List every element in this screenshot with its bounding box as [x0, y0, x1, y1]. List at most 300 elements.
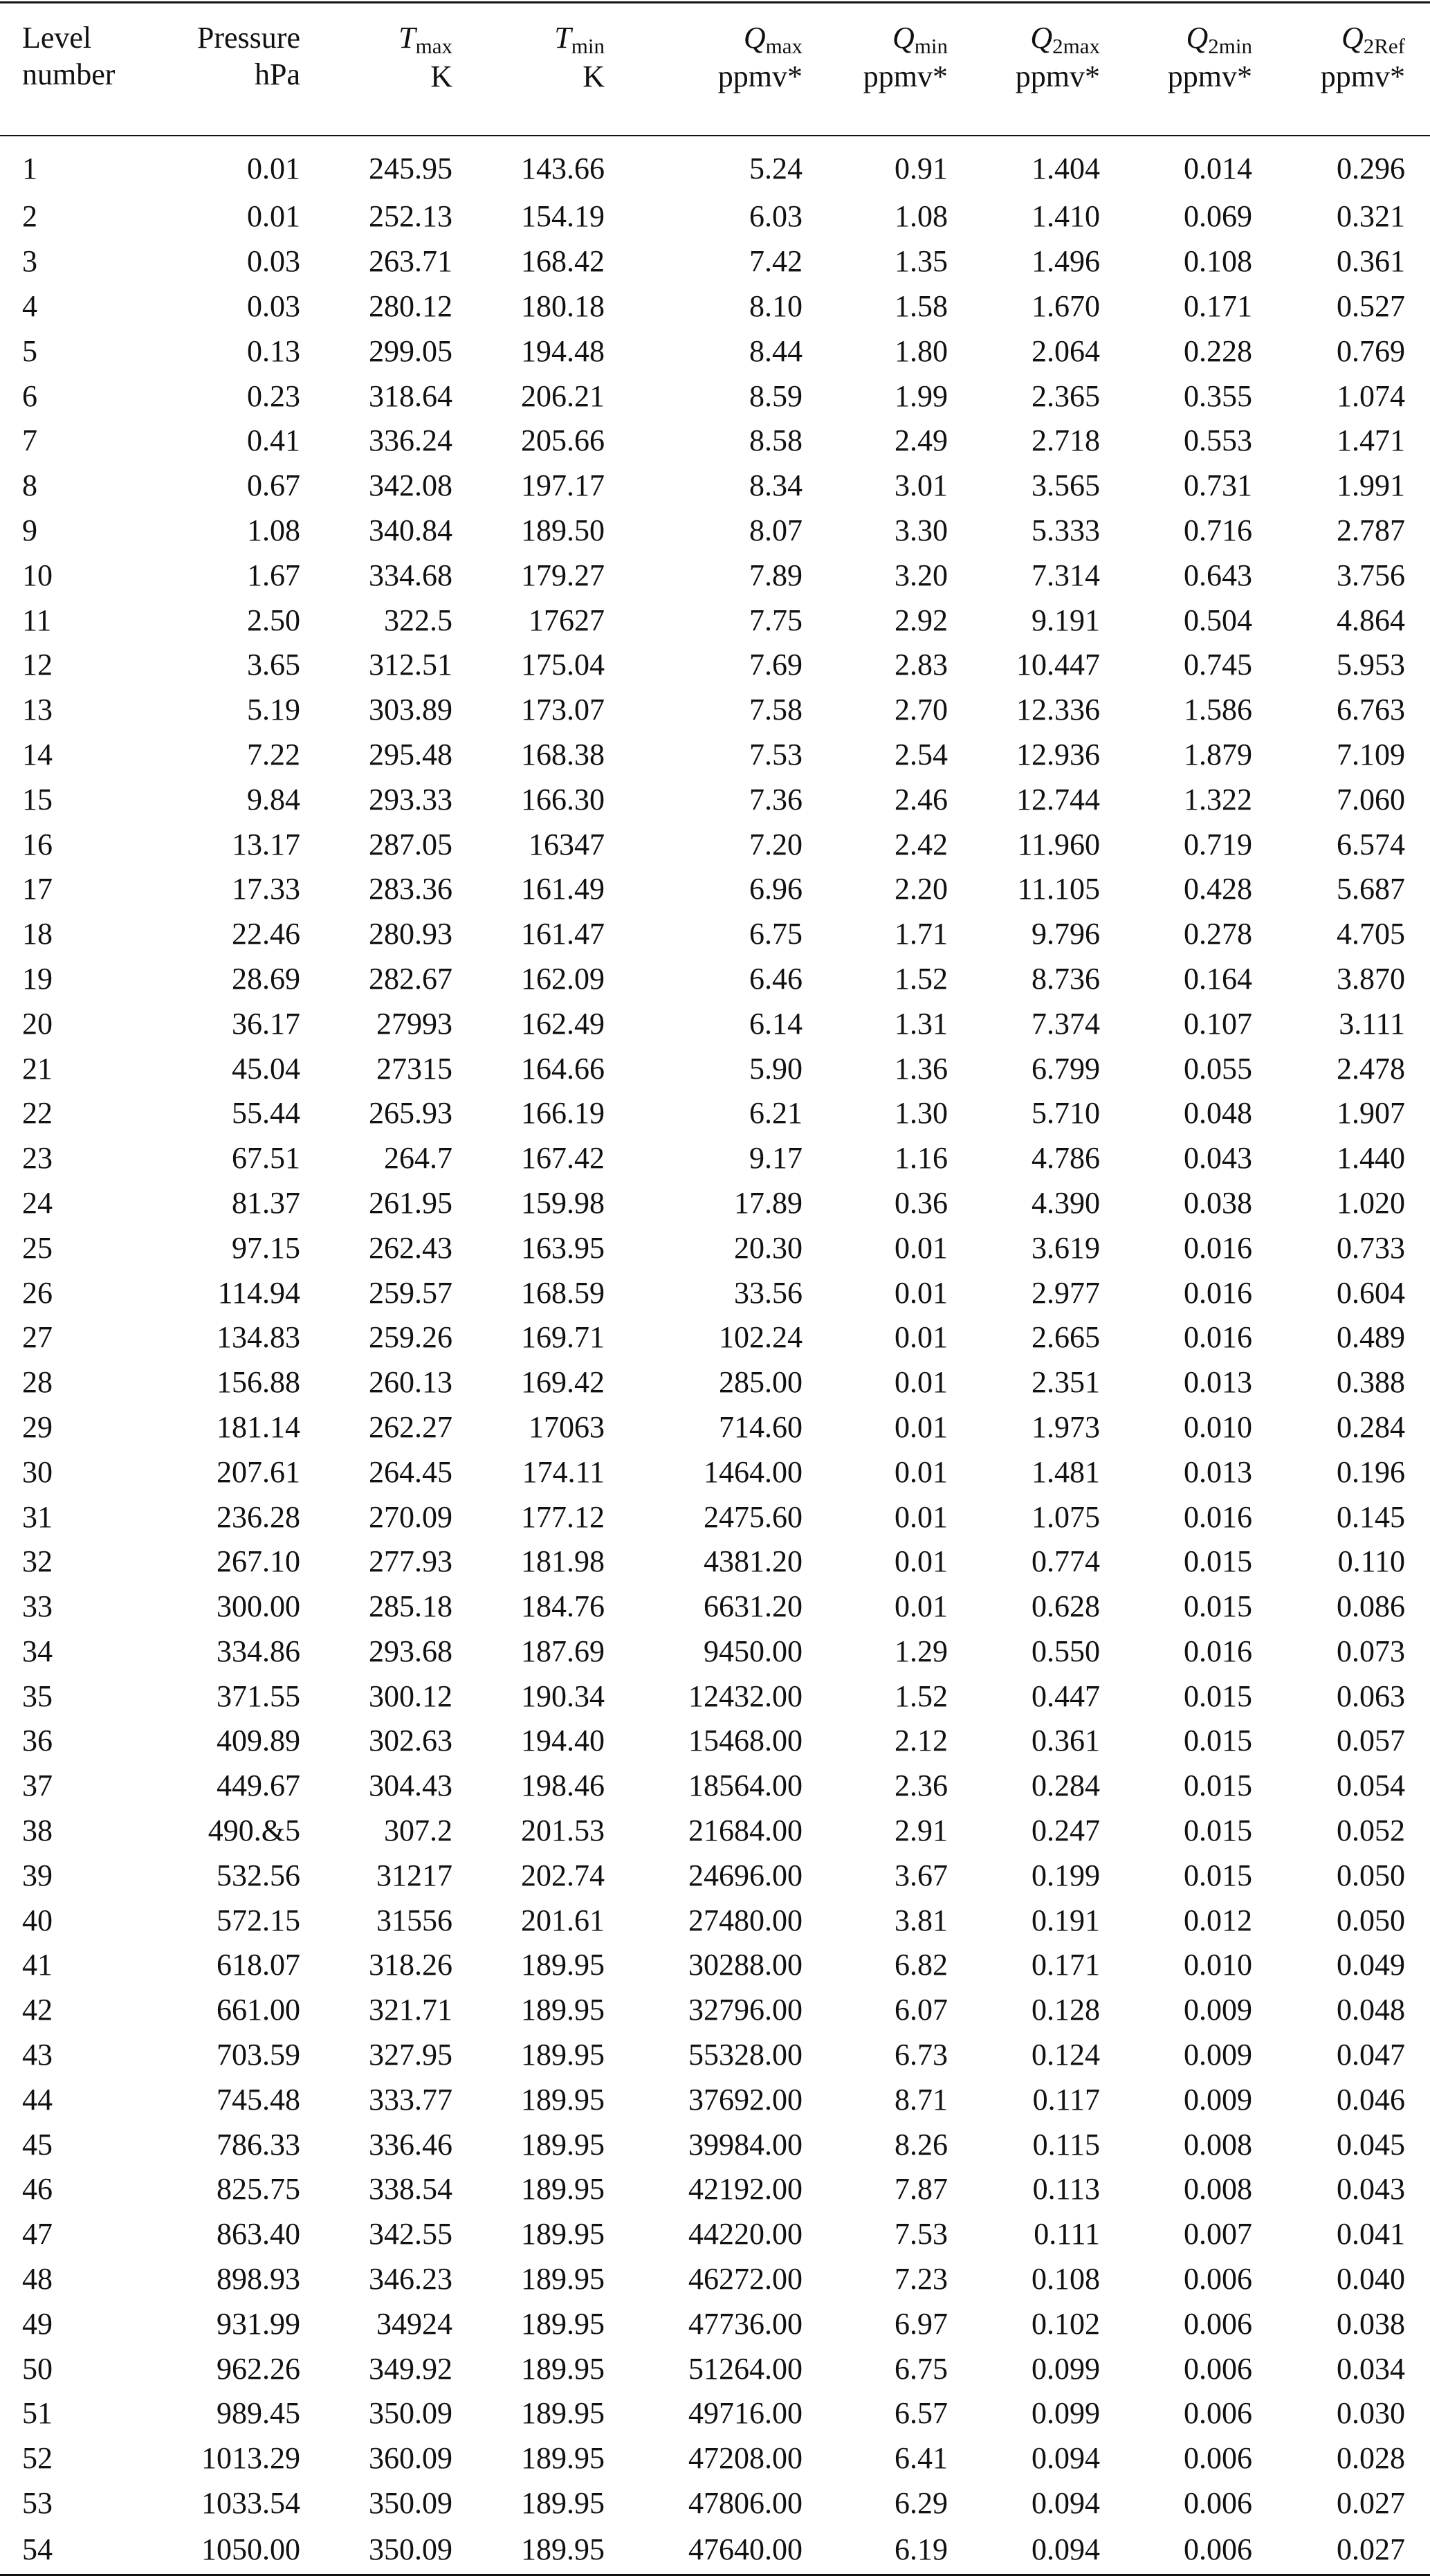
- cell-level: 26: [22, 1275, 53, 1310]
- cell-level: 21: [22, 1051, 53, 1086]
- cell-qmax: 6.14: [749, 1006, 803, 1041]
- cell-q2min: 0.048: [1184, 1096, 1252, 1131]
- cell-tmin: 169.42: [521, 1365, 605, 1400]
- cell-q2max: 0.247: [1032, 1814, 1100, 1848]
- cell-level: 18: [22, 917, 53, 951]
- cell-tmin: 169.71: [521, 1320, 605, 1355]
- header-pressure-unit: hPa: [255, 57, 300, 91]
- cell-qmax: 47208.00: [688, 2441, 803, 2476]
- cell-tmin: 164.66: [521, 1051, 605, 1086]
- cell-qmin: 3.01: [895, 468, 948, 503]
- cell-q2ref: 0.769: [1337, 334, 1405, 368]
- cell-tmax: 350.09: [369, 2396, 452, 2431]
- table-row: [0, 419, 1430, 464]
- cell-pressure: 267.10: [217, 1544, 300, 1579]
- cell-qmax: 8.59: [749, 378, 803, 413]
- table-row: [0, 777, 1430, 822]
- table-row: [0, 2301, 1430, 2346]
- cell-tmax: 338.54: [369, 2172, 452, 2207]
- cell-tmin: 166.19: [521, 1096, 605, 1131]
- cell-level: 48: [22, 2262, 53, 2296]
- cell-pressure: 898.93: [217, 2262, 300, 2296]
- cell-tmax: 350.09: [325, 2525, 477, 2575]
- cell-q2max: 2.351: [1032, 1365, 1100, 1400]
- cell-pressure: 618.07: [217, 1948, 300, 1982]
- cell-pressure: 0.01: [247, 152, 300, 185]
- cell-qmax: 6631.20: [704, 1589, 803, 1624]
- header-q2min-symbol: Q: [1186, 21, 1209, 55]
- cell-tmin: 206.21: [521, 378, 605, 413]
- table-row: [0, 1629, 1430, 1674]
- cell-tmax: 263.71: [369, 244, 452, 279]
- cell-q2max: 0.284: [1032, 1769, 1100, 1803]
- cell-qmax: 30288.00: [688, 1948, 803, 1982]
- cell-tmax: 252.13: [369, 199, 452, 234]
- cell-qmin: 1.35: [895, 244, 948, 279]
- cell-qmin: 1.58: [895, 289, 948, 323]
- cell-qmax: 42192.00: [688, 2172, 803, 2207]
- cell-q2min: 0.007: [1184, 2217, 1252, 2251]
- cell-qmin: 2.70: [895, 693, 948, 727]
- cell-pressure: 334.86: [217, 1634, 300, 1668]
- header-qmax-subscript: max: [765, 34, 803, 58]
- cell-pressure: 97.15: [232, 1230, 300, 1265]
- cell-qmax: 4381.20: [704, 1544, 803, 1579]
- cell-q2max: 0.094: [973, 2525, 1125, 2575]
- cell-q2max: 0.124: [1032, 2038, 1100, 2072]
- header-q2ref-subscript: 2Ref: [1363, 34, 1405, 58]
- cell-qmin: 1.80: [895, 334, 948, 368]
- cell-tmin: 180.18: [521, 289, 605, 323]
- cell-level: 17: [22, 872, 53, 906]
- cell-q2ref: 0.489: [1337, 1320, 1405, 1355]
- cell-pressure: 5.19: [247, 693, 300, 727]
- cell-tmin: 179.27: [521, 558, 605, 592]
- cell-qmax: 51264.00: [688, 2351, 803, 2386]
- cell-qmin: 0.01: [895, 1320, 948, 1355]
- header-q2min-subscript: 2min: [1208, 34, 1252, 58]
- cell-qmax: 1464.00: [704, 1454, 803, 1489]
- cell-tmin: 184.76: [521, 1589, 605, 1624]
- cell-pressure: 114.94: [217, 1275, 300, 1310]
- cell-q2max: 0.113: [1032, 2172, 1100, 2207]
- cell-q2min: 0.745: [1184, 648, 1252, 682]
- cell-qmax: 5.90: [749, 1051, 803, 1086]
- cell-q2min: 0.016: [1184, 1275, 1252, 1310]
- cell-tmin: 189.95: [521, 2351, 605, 2386]
- cell-qmin: 0.01: [895, 1589, 948, 1624]
- cell-q2min: 0.006: [1125, 2525, 1277, 2575]
- cell-q2ref: 0.050: [1337, 1903, 1405, 1937]
- header-tmin: [477, 3, 630, 136]
- cell-q2min: 0.055: [1184, 1051, 1252, 1086]
- cell-level: 41: [22, 1948, 53, 1982]
- cell-tmax: 31556: [376, 1903, 452, 1937]
- cell-level: 52: [22, 2441, 53, 2476]
- table-row: [0, 1719, 1430, 1764]
- cell-q2max: 1.481: [1032, 1454, 1100, 1489]
- cell-level: 9: [22, 513, 37, 547]
- cell-qmin: 6.57: [895, 2396, 948, 2431]
- cell-tmax: 259.26: [369, 1320, 452, 1355]
- cell-q2max: 0.094: [1032, 2441, 1100, 2476]
- cell-tmin: 16347: [529, 827, 605, 861]
- table-row: [0, 1898, 1430, 1943]
- header-level-line1: Level: [22, 21, 92, 55]
- cell-pressure: 236.28: [217, 1499, 300, 1534]
- cell-tmax: 270.09: [369, 1499, 452, 1534]
- cell-level: 19: [22, 961, 53, 996]
- cell-q2max: 0.099: [1032, 2351, 1100, 2386]
- cell-q2min: 0.107: [1184, 1006, 1252, 1041]
- cell-qmin: 6.41: [895, 2441, 948, 2476]
- cell-q2max: 1.496: [1032, 244, 1100, 279]
- cell-q2max: 4.390: [1032, 1185, 1100, 1220]
- cell-qmin: 0.01: [895, 1365, 948, 1400]
- table-row: [0, 1943, 1430, 1988]
- cell-tmax: 307.2: [384, 1814, 452, 1848]
- cell-pressure: 1.08: [247, 513, 300, 547]
- cell-pressure: 1033.54: [201, 2486, 300, 2521]
- cell-qmin: 8.26: [895, 2127, 948, 2162]
- header-q2max-subscript: 2max: [1052, 34, 1100, 58]
- table-row: [0, 598, 1430, 643]
- cell-pressure: 0.41: [247, 423, 300, 458]
- cell-pressure: 0.13: [247, 334, 300, 368]
- cell-q2min: 0.006: [1184, 2441, 1252, 2476]
- cell-qmin: 2.12: [895, 1724, 948, 1758]
- cell-q2max: 12.336: [1016, 693, 1100, 727]
- cell-qmin: 1.99: [895, 378, 948, 413]
- header-tmin-subscript: min: [571, 34, 605, 58]
- cell-qmin: 2.49: [895, 423, 948, 458]
- cell-qmin: 1.30: [895, 1096, 948, 1131]
- table-row: [0, 1360, 1430, 1405]
- atmospheric-profile-table: [0, 1, 1430, 2576]
- cell-q2min: 0.719: [1184, 827, 1252, 861]
- cell-tmax: 349.92: [369, 2351, 452, 2386]
- cell-level: 35: [22, 1679, 53, 1713]
- cell-q2ref: 0.048: [1337, 1993, 1405, 2027]
- cell-q2max: 0.111: [1034, 2217, 1100, 2251]
- cell-level: 28: [22, 1365, 53, 1400]
- cell-level: 37: [22, 1769, 53, 1803]
- cell-qmin: 0.01: [895, 1544, 948, 1579]
- cell-qmin: 2.42: [895, 827, 948, 861]
- cell-tmin: 194.40: [521, 1724, 605, 1758]
- cell-tmax: 245.95: [369, 152, 452, 185]
- cell-pressure: 67.51: [232, 1141, 300, 1176]
- cell-pressure: 134.83: [217, 1320, 300, 1355]
- cell-tmin: 189.50: [521, 513, 605, 547]
- cell-tmin: 163.95: [521, 1230, 605, 1265]
- table-row: [0, 509, 1430, 554]
- cell-level: 3: [22, 244, 37, 279]
- cell-qmax: 6.96: [749, 872, 803, 906]
- cell-qmax: 33.56: [734, 1275, 803, 1310]
- cell-qmax: 714.60: [719, 1409, 803, 1444]
- cell-q2max: 0.447: [1032, 1679, 1100, 1713]
- cell-pressure: 371.55: [217, 1679, 300, 1713]
- header-q2min-unit: ppmv*: [1167, 60, 1252, 94]
- cell-q2min: 0.015: [1184, 1769, 1252, 1803]
- header-row: [0, 3, 1430, 136]
- cell-qmin: 1.31: [895, 1006, 948, 1041]
- cell-qmax: 18564.00: [688, 1769, 803, 1803]
- cell-tmin: 181.98: [521, 1544, 605, 1579]
- cell-qmin: 7.87: [895, 2172, 948, 2207]
- cell-q2max: 6.799: [1032, 1051, 1100, 1086]
- cell-qmax: 32796.00: [688, 1993, 803, 2027]
- header-q2min: [1125, 3, 1277, 136]
- cell-qmin: 3.20: [895, 558, 948, 592]
- cell-pressure: 490.&5: [208, 1814, 300, 1848]
- cell-tmin: 189.95: [521, 2306, 605, 2341]
- cell-qmax: 39984.00: [688, 2127, 803, 2162]
- cell-tmin: 189.95: [521, 2217, 605, 2251]
- cell-q2max: 0.128: [1032, 1993, 1100, 2027]
- cell-qmax: 47640.00: [630, 2525, 827, 2575]
- cell-level: 45: [22, 2127, 53, 2162]
- cell-pressure: 207.61: [217, 1454, 300, 1489]
- cell-level: 33: [22, 1589, 53, 1624]
- cell-level: 24: [22, 1185, 53, 1220]
- cell-tmin: 190.34: [521, 1679, 605, 1713]
- cell-tmax: 259.57: [369, 1275, 452, 1310]
- header-qmax-symbol: Q: [743, 21, 766, 55]
- cell-q2min: 0.006: [1184, 2486, 1252, 2521]
- cell-tmin: 189.95: [521, 2262, 605, 2296]
- cell-q2max: 10.447: [1016, 648, 1100, 682]
- cell-q2min: 0.553: [1184, 423, 1252, 458]
- cell-pressure: 572.15: [217, 1903, 300, 1937]
- cell-q2ref: 0.073: [1337, 1634, 1405, 1668]
- cell-qmax: 8.44: [749, 334, 803, 368]
- cell-pressure: 661.00: [217, 1993, 300, 2027]
- cell-qmax: 17.89: [734, 1185, 803, 1220]
- header-q2max: [973, 3, 1125, 136]
- cell-qmax: 285.00: [719, 1365, 803, 1400]
- cell-pressure: 0.01: [247, 199, 300, 234]
- cell-qmax: 8.34: [749, 468, 803, 503]
- cell-qmax: 9450.00: [704, 1634, 803, 1668]
- cell-tmin: 168.42: [521, 244, 605, 279]
- cell-tmin: 162.09: [521, 961, 605, 996]
- cell-level: 39: [22, 1858, 53, 1892]
- cell-qmin: 2.92: [895, 603, 948, 637]
- cell-qmin: 2.91: [895, 1814, 948, 1848]
- cell-tmax: 360.09: [369, 2441, 452, 2476]
- cell-qmax: 8.07: [749, 513, 803, 547]
- cell-q2ref: 0.049: [1337, 1948, 1405, 1982]
- table-row: [0, 194, 1430, 239]
- cell-tmin: 173.07: [521, 693, 605, 727]
- cell-q2max: 0.115: [1032, 2127, 1100, 2162]
- cell-qmin: 6.82: [895, 1948, 948, 1982]
- cell-level: 6: [22, 378, 37, 413]
- cell-qmax: 15468.00: [688, 1724, 803, 1758]
- cell-q2max: 1.404: [1032, 152, 1100, 185]
- cell-qmax: 7.75: [749, 603, 803, 637]
- cell-tmax: 334.68: [369, 558, 452, 592]
- cell-tmin: 161.49: [521, 872, 605, 906]
- cell-qmin: 6.73: [895, 2038, 948, 2072]
- header-tmax-unit: K: [430, 60, 452, 94]
- cell-tmax: 299.05: [369, 334, 452, 368]
- cell-q2ref: 0.043: [1337, 2172, 1405, 2207]
- table-row: [0, 284, 1430, 329]
- cell-tmin: 162.49: [521, 1006, 605, 1041]
- cell-tmax: 312.51: [369, 648, 452, 682]
- cell-q2max: 1.973: [1032, 1409, 1100, 1444]
- table-row: [0, 688, 1430, 733]
- cell-q2ref: 0.052: [1337, 1814, 1405, 1848]
- cell-level: 12: [22, 648, 53, 682]
- cell-q2ref: 2.787: [1337, 513, 1405, 547]
- cell-q2min: 1.586: [1184, 693, 1252, 727]
- cell-q2min: 0.043: [1184, 1141, 1252, 1176]
- cell-level: 49: [22, 2306, 53, 2341]
- cell-q2min: 0.015: [1184, 1814, 1252, 1848]
- header-level: [0, 3, 138, 136]
- cell-q2min: 0.015: [1184, 1679, 1252, 1713]
- table-row: [0, 1091, 1430, 1136]
- cell-q2min: 1.322: [1184, 782, 1252, 816]
- cell-tmax: 318.64: [369, 378, 452, 413]
- cell-pressure: 156.88: [217, 1365, 300, 1400]
- cell-q2ref: 0.038: [1337, 2306, 1405, 2341]
- cell-qmin: 1.52: [895, 961, 948, 996]
- cell-q2ref: 0.028: [1337, 2441, 1405, 2476]
- cell-q2min: 0.731: [1184, 468, 1252, 503]
- cell-tmin: 201.61: [521, 1903, 605, 1937]
- cell-level: 10: [22, 558, 53, 592]
- cell-q2max: 0.171: [1032, 1948, 1100, 1982]
- table-row: [0, 957, 1430, 1002]
- header-level-line2: number: [22, 57, 116, 91]
- cell-pressure: 3.65: [247, 648, 300, 682]
- cell-qmin: 2.54: [895, 737, 948, 771]
- cell-qmin: 3.30: [895, 513, 948, 547]
- cell-tmax: 34924: [376, 2306, 452, 2341]
- cell-level: 46: [22, 2172, 53, 2207]
- cell-pressure: 28.69: [232, 961, 300, 996]
- cell-q2max: 0.117: [1032, 2082, 1100, 2117]
- cell-q2min: 0.015: [1184, 1589, 1252, 1624]
- table-row: [0, 1584, 1430, 1629]
- cell-q2ref: 2.478: [1337, 1051, 1405, 1086]
- cell-qmin: 1.08: [895, 199, 948, 234]
- cell-qmax: 6.03: [749, 199, 803, 234]
- cell-tmin: 143.66: [521, 152, 605, 185]
- cell-level: 36: [22, 1724, 53, 1758]
- cell-level: 4: [22, 289, 37, 323]
- cell-level: 14: [22, 737, 53, 771]
- cell-pressure: 300.00: [217, 1589, 300, 1624]
- header-qmax-unit: ppmv*: [717, 60, 803, 94]
- cell-level: 42: [22, 1993, 53, 2027]
- cell-qmax: 20.30: [734, 1230, 803, 1265]
- cell-q2max: 0.102: [1032, 2306, 1100, 2341]
- cell-qmax: 5.24: [749, 152, 803, 185]
- cell-q2min: 0.013: [1184, 1365, 1252, 1400]
- cell-tmin: 159.98: [521, 1185, 605, 1220]
- cell-pressure: 962.26: [217, 2351, 300, 2386]
- cell-pressure: 55.44: [232, 1096, 300, 1131]
- cell-qmin: 7.23: [895, 2262, 948, 2296]
- cell-qmax: 55328.00: [688, 2038, 803, 2072]
- cell-q2min: 0.010: [1184, 1948, 1252, 1982]
- cell-tmin: 168.59: [521, 1275, 605, 1310]
- cell-q2ref: 7.109: [1337, 737, 1405, 771]
- cell-qmax: 7.20: [749, 827, 803, 861]
- cell-tmax: 283.36: [369, 872, 452, 906]
- cell-q2ref: 1.020: [1337, 1185, 1405, 1220]
- cell-qmax: 6.75: [749, 917, 803, 951]
- cell-q2ref: 0.034: [1337, 2351, 1405, 2386]
- cell-tmin: 189.95: [521, 1948, 605, 1982]
- cell-tmin: 166.30: [521, 782, 605, 816]
- cell-q2min: 0.228: [1184, 334, 1252, 368]
- cell-q2ref: 0.046: [1337, 2082, 1405, 2117]
- cell-q2min: 0.016: [1184, 1230, 1252, 1265]
- cell-q2max: 5.333: [1032, 513, 1100, 547]
- cell-level: 29: [22, 1409, 53, 1444]
- cell-q2min: 0.006: [1184, 2262, 1252, 2296]
- cell-qmax: 8.10: [749, 289, 803, 323]
- cell-tmin: 175.04: [521, 648, 605, 682]
- cell-qmax: 102.24: [719, 1320, 803, 1355]
- header-q2ref-unit: ppmv*: [1320, 60, 1405, 94]
- cell-tmax: 295.48: [369, 737, 452, 771]
- cell-pressure: 36.17: [232, 1006, 300, 1041]
- cell-q2max: 0.628: [1032, 1589, 1100, 1624]
- cell-q2ref: 0.063: [1337, 1679, 1405, 1713]
- cell-q2ref: 0.284: [1337, 1409, 1405, 1444]
- cell-q2min: 0.278: [1184, 917, 1252, 951]
- cell-q2ref: 3.756: [1337, 558, 1405, 592]
- cell-tmax: 282.67: [369, 961, 452, 996]
- table-row: [0, 1540, 1430, 1584]
- cell-qmax: 2475.60: [704, 1499, 803, 1534]
- cell-tmax: 340.84: [369, 513, 452, 547]
- cell-q2ref: 0.030: [1337, 2396, 1405, 2431]
- table-row: [0, 2033, 1430, 2078]
- cell-level: 43: [22, 2038, 53, 2072]
- cell-tmax: 321.71: [369, 1993, 452, 2027]
- cell-level: 16: [22, 827, 53, 861]
- cell-pressure: 0.03: [247, 244, 300, 279]
- header-q2ref-symbol: Q: [1341, 21, 1364, 55]
- cell-tmax: 300.12: [369, 1679, 452, 1713]
- cell-q2min: 0.716: [1184, 513, 1252, 547]
- table-row: [0, 1225, 1430, 1270]
- cell-level: 34: [22, 1634, 53, 1668]
- cell-tmin: 168.38: [521, 737, 605, 771]
- cell-tmax: 262.43: [369, 1230, 452, 1265]
- cell-q2ref: 0.604: [1337, 1275, 1405, 1310]
- cell-q2min: 1.879: [1184, 737, 1252, 771]
- cell-q2ref: 0.050: [1337, 1858, 1405, 1892]
- cell-tmax: 27315: [376, 1051, 452, 1086]
- cell-tmax: 262.27: [369, 1409, 452, 1444]
- table-row: [0, 1764, 1430, 1809]
- cell-q2max: 12.936: [1016, 737, 1100, 771]
- cell-qmax: 44220.00: [688, 2217, 803, 2251]
- cell-tmax: 336.46: [369, 2127, 452, 2162]
- cell-pressure: 181.14: [217, 1409, 300, 1444]
- cell-q2min: 0.006: [1184, 2396, 1252, 2431]
